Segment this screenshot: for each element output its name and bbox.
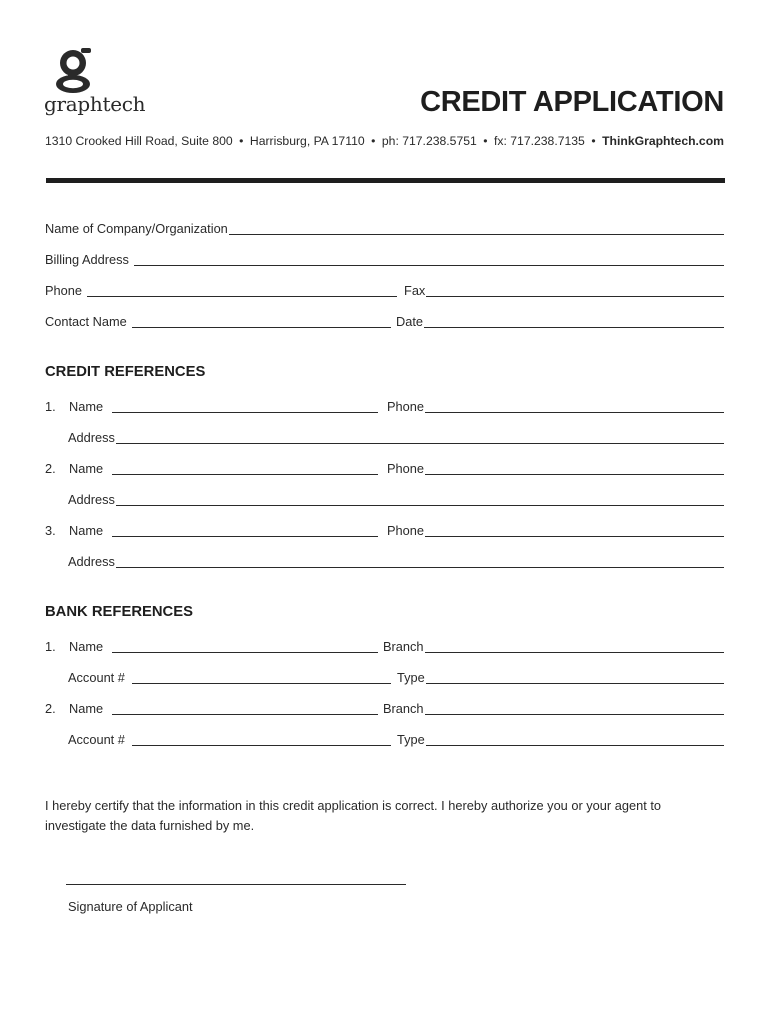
bank-ref-2-type-row [397,729,724,747]
credit-ref-2-phone-field[interactable] [425,462,724,475]
credit-ref-2-phone-row [387,458,724,476]
credit-ref-2-name-field[interactable] [112,462,378,475]
phone-field[interactable] [87,284,397,297]
graphtech-logo-icon [50,46,98,94]
credit-ref-3-address-row [68,551,724,569]
credit-ref-3-name-row [45,520,378,538]
bank-ref-type-label: Type [397,670,425,685]
credit-ref-1-name-field[interactable] [112,400,378,413]
bank-ref-2-name-row [45,698,378,716]
bank-ref-1-branch-field[interactable] [425,640,724,653]
bank-ref-1-name-row [45,636,378,654]
fax-label: Fax [404,283,426,298]
page-title: CREDIT APPLICATION [420,86,724,118]
bank-ref-type-label: Type [397,732,425,747]
billing-address-label: Billing Address [45,252,129,267]
billing-address-field[interactable] [134,253,724,266]
bullet-separator: • [239,134,244,148]
date-field[interactable] [424,315,724,328]
credit-ref-address-label: Address [68,430,115,445]
bullet-separator: • [483,134,488,148]
credit-ref-phone-label: Phone [387,399,425,414]
company-name-row [45,218,724,236]
phone-label: Phone [45,283,83,298]
bank-ref-branch-label: Branch [383,639,424,654]
street-address: 1310 Crooked Hill Road, Suite 800 [45,134,233,148]
company-fax: fx: 717.238.7135 [494,134,585,148]
credit-ref-number: 2. [45,461,56,476]
credit-ref-3-name-field[interactable] [112,524,378,537]
credit-ref-name-label: Name [69,399,104,414]
company-website: ThinkGraphtech.com [602,134,724,148]
credit-ref-1-address-field[interactable] [116,431,724,444]
company-name-field[interactable] [229,222,724,235]
credit-ref-2-address-row [68,489,724,507]
contact-name-row [45,311,391,329]
signature-label: Signature of Applicant [68,899,193,914]
billing-address-row [45,249,724,267]
bank-ref-2-type-field[interactable] [426,733,724,746]
credit-ref-1-phone-field[interactable] [425,400,724,413]
bank-ref-number: 1. [45,639,56,654]
date-row [396,311,724,329]
bank-references-heading: BANK REFERENCES [45,604,193,620]
credit-ref-address-label: Address [68,554,115,569]
credit-ref-1-phone-row [387,396,724,414]
company-contact-line [45,134,724,148]
bank-ref-account-label: Account # [68,732,125,747]
credit-ref-number: 1. [45,399,56,414]
contact-name-field[interactable] [132,315,391,328]
bullet-separator: • [371,134,376,148]
credit-ref-1-name-row [45,396,378,414]
bank-ref-1-type-field[interactable] [426,671,724,684]
contact-name-label: Contact Name [45,314,127,329]
credit-ref-phone-label: Phone [387,461,425,476]
bank-ref-1-branch-row [383,636,724,654]
bank-ref-branch-label: Branch [383,701,424,716]
credit-ref-3-phone-row [387,520,724,538]
logo-wordmark: graphtech [44,92,146,116]
credit-ref-2-name-row [45,458,378,476]
credit-ref-3-phone-field[interactable] [425,524,724,537]
credit-ref-1-address-row [68,427,724,445]
bank-ref-2-branch-field[interactable] [425,702,724,715]
company-name-label: Name of Company/Organization [45,221,228,236]
bank-ref-1-account-field[interactable] [132,671,391,684]
bank-ref-1-type-row [397,667,724,685]
credit-ref-3-address-field[interactable] [116,555,724,568]
fax-field[interactable] [426,284,724,297]
fax-row [404,280,724,298]
city-state-zip: Harrisburg, PA 17110 [249,134,365,148]
credit-ref-address-label: Address [68,492,115,507]
company-phone: ph: 717.238.5751 [381,134,477,148]
bank-ref-2-account-row [68,729,391,747]
bank-ref-2-account-field[interactable] [132,733,391,746]
credit-ref-name-label: Name [69,461,104,476]
bank-ref-name-label: Name [69,701,104,716]
credit-ref-phone-label: Phone [387,523,425,538]
credit-ref-2-address-field[interactable] [116,493,724,506]
credit-ref-name-label: Name [69,523,104,538]
bank-ref-name-label: Name [69,639,104,654]
credit-references-heading: CREDIT REFERENCES [45,364,206,380]
header-divider [46,178,725,183]
bullet-separator: • [591,134,596,148]
signature-field[interactable] [66,884,406,885]
phone-row [45,280,397,298]
certification-text: I hereby certify that the information in this credit application is correct. I hereby authorize you or your agent to investigate the data furnished by me. [45,798,661,833]
bank-ref-1-name-field[interactable] [112,640,378,653]
bank-ref-2-name-field[interactable] [112,702,378,715]
bank-ref-account-label: Account # [68,670,125,685]
bank-ref-1-account-row [68,667,391,685]
bank-ref-2-branch-row [383,698,724,716]
credit-ref-number: 3. [45,523,56,538]
bank-ref-number: 2. [45,701,56,716]
date-label: Date [396,314,424,329]
